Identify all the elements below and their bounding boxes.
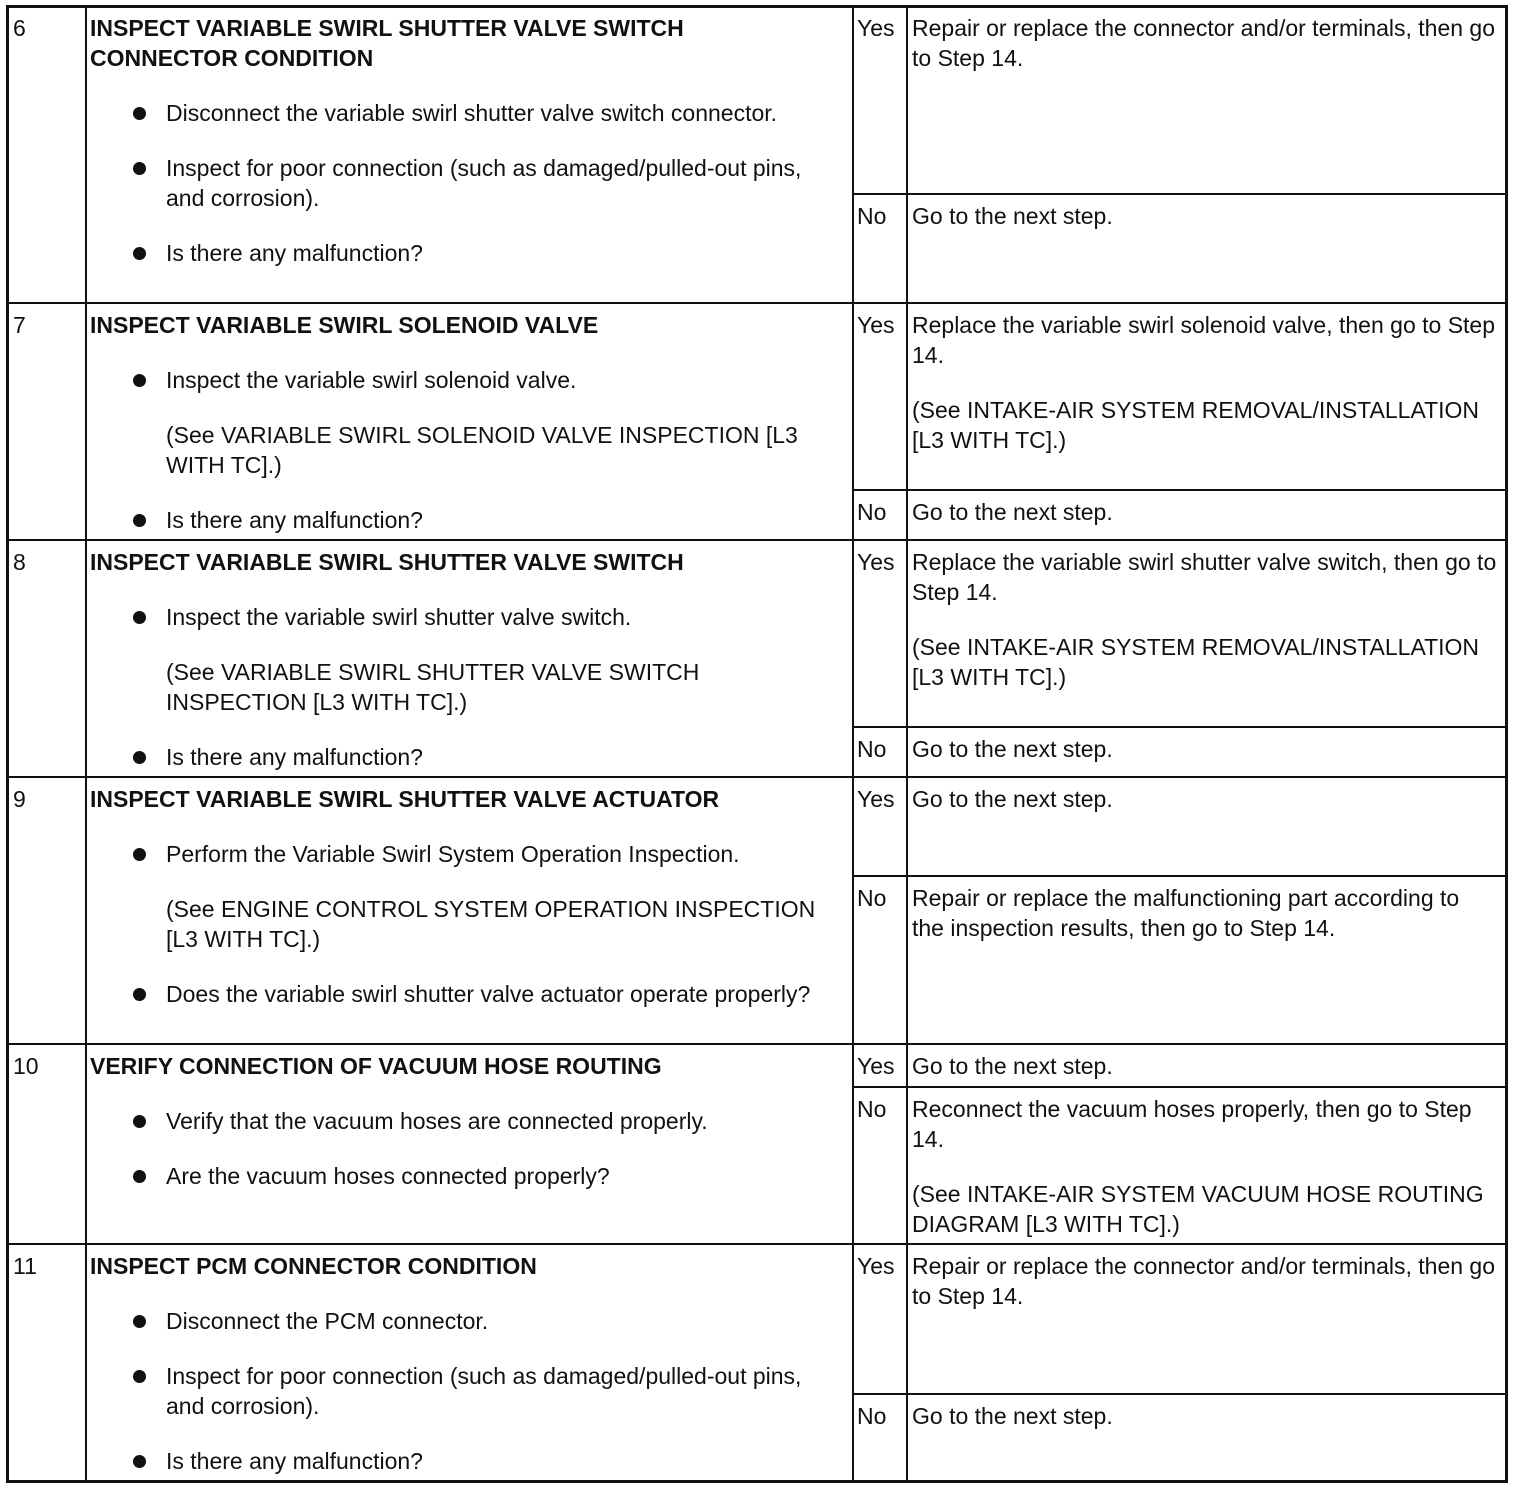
no-result: [912, 201, 1497, 231]
step-action: [90, 784, 835, 1009]
no-result: [912, 1401, 1497, 1431]
result-text: Go to the next step.: [912, 203, 1113, 229]
yes-result: [912, 1251, 1497, 1311]
bullet-item: [90, 153, 835, 213]
bullet-text: Inspect for poor connection (such as damaged/pulled-out pins, and corrosion).: [166, 1363, 802, 1419]
no-result: [912, 734, 1497, 764]
bullet-item: [90, 1361, 835, 1421]
result-text: Go to the next step.: [912, 736, 1113, 762]
step-action: [90, 1051, 835, 1191]
reference-note: (See INTAKE-AIR SYSTEM VACUUM HOSE ROUTING DIAGRAM [L3 WITH TC].): [912, 1181, 1484, 1237]
step-number: 7: [13, 312, 26, 338]
result-text: Go to the next step.: [912, 1053, 1113, 1079]
no-result: [912, 497, 1497, 527]
bullet-item: [90, 979, 835, 1009]
reference-note: (See INTAKE-AIR SYSTEM REMOVAL/INSTALLATION [L3 WITH TC].): [912, 634, 1480, 690]
bullet-text: Does the variable swirl shutter valve actuator operate properly?: [166, 981, 811, 1007]
reference-note: (See INTAKE-AIR SYSTEM REMOVAL/INSTALLATION [L3 WITH TC].): [912, 397, 1480, 453]
bullet-icon: [133, 611, 146, 624]
step-action: [90, 13, 835, 268]
bullet-text: Inspect the variable swirl solenoid valve.: [166, 367, 577, 393]
bullet-text: Is there any malfunction?: [166, 240, 423, 266]
step-title: INSPECT VARIABLE SWIRL SHUTTER VALVE ACTUATOR: [90, 786, 720, 812]
bullet-icon: [133, 374, 146, 387]
bullet-text: Inspect for poor connection (such as damaged/pulled-out pins, and corrosion).: [166, 155, 802, 211]
bullet-item: [90, 1446, 835, 1476]
bullet-item: [90, 1161, 835, 1191]
result-text: Repair or replace the connector and/or terminals, then go to Step 14.: [912, 15, 1495, 71]
bullet-text: Verify that the vacuum hoses are connected properly.: [166, 1108, 708, 1134]
result-text: Go to the next step.: [912, 499, 1113, 525]
bullet-icon: [133, 848, 146, 861]
step-action: [90, 310, 835, 535]
result-text: Replace the variable swirl solenoid valve, then go to Step 14.: [912, 312, 1496, 368]
yes-label: Yes: [857, 1253, 895, 1279]
result-text: Reconnect the vacuum hoses properly, then go to Step 14.: [912, 1096, 1472, 1152]
bullet-text: Disconnect the PCM connector.: [166, 1308, 489, 1334]
reference-note: (See ENGINE CONTROL SYSTEM OPERATION INSPECTION [L3 WITH TC].): [166, 896, 816, 952]
bullet-item: [90, 505, 835, 535]
no-label: No: [857, 1096, 887, 1122]
bullet-item: [90, 839, 835, 869]
yes-result: [912, 13, 1497, 73]
yes-label: Yes: [857, 15, 895, 41]
bullet-item: [90, 238, 835, 268]
bullet-item: [90, 98, 835, 128]
bullet-text: Disconnect the variable swirl shutter valve switch connector.: [166, 100, 778, 126]
bullet-text: Are the vacuum hoses connected properly?: [166, 1163, 610, 1189]
yes-result: [912, 784, 1497, 814]
no-label: No: [857, 885, 887, 911]
step-number: 6: [13, 15, 26, 41]
no-label: No: [857, 203, 887, 229]
bullet-icon: [133, 162, 146, 175]
no-result: [912, 883, 1497, 943]
bullet-text: Inspect the variable swirl shutter valve switch.: [166, 604, 632, 630]
result-text: Go to the next step.: [912, 1403, 1113, 1429]
bullet-icon: [133, 988, 146, 1001]
result-text: Repair or replace the connector and/or terminals, then go to Step 14.: [912, 1253, 1495, 1309]
bullet-text: Is there any malfunction?: [166, 1448, 423, 1474]
no-label: No: [857, 499, 887, 525]
reference-note: (See VARIABLE SWIRL SHUTTER VALVE SWITCH INSPECTION [L3 WITH TC].): [166, 659, 700, 715]
bullet-icon: [133, 1315, 146, 1328]
result-text: Go to the next step.: [912, 786, 1113, 812]
step-title: INSPECT VARIABLE SWIRL SOLENOID VALVE: [90, 312, 599, 338]
bullet-icon: [133, 1455, 146, 1468]
bullet-text: Is there any malfunction?: [166, 744, 423, 770]
bullet-icon: [133, 1170, 146, 1183]
troubleshooting-table: [6, 5, 1508, 1483]
step-action: [90, 1251, 835, 1476]
bullet-icon: [133, 107, 146, 120]
yes-label: Yes: [857, 786, 895, 812]
no-result: [912, 1094, 1497, 1239]
bullet-icon: [133, 247, 146, 260]
step-title: INSPECT PCM CONNECTOR CONDITION: [90, 1253, 537, 1279]
yes-label: Yes: [857, 1053, 895, 1079]
no-label: No: [857, 736, 887, 762]
yes-label: Yes: [857, 312, 895, 338]
no-label: No: [857, 1403, 887, 1429]
bullet-icon: [133, 1115, 146, 1128]
step-title: INSPECT VARIABLE SWIRL SHUTTER VALVE SWITCH: [90, 549, 684, 575]
bullet-text: Is there any malfunction?: [166, 507, 423, 533]
bullet-item: [90, 365, 835, 395]
bullet-icon: [133, 514, 146, 527]
result-text: Repair or replace the malfunctioning part according to the inspection results, then go to Step 14.: [912, 885, 1460, 941]
step-title: VERIFY CONNECTION OF VACUUM HOSE ROUTING: [90, 1053, 662, 1079]
yes-result: [912, 547, 1497, 692]
bullet-icon: [133, 751, 146, 764]
reference-note: (See VARIABLE SWIRL SOLENOID VALVE INSPECTION [L3 WITH TC].): [166, 422, 798, 478]
result-text: Replace the variable swirl shutter valve switch, then go to Step 14.: [912, 549, 1497, 605]
bullet-text: Perform the Variable Swirl System Operation Inspection.: [166, 841, 740, 867]
step-number: 9: [13, 786, 26, 812]
yes-result: [912, 310, 1497, 455]
bullet-item: [90, 1306, 835, 1336]
bullet-item: [90, 742, 835, 772]
bullet-icon: [133, 1370, 146, 1383]
bullet-item: [90, 1106, 835, 1136]
step-title: INSPECT VARIABLE SWIRL SHUTTER VALVE SWITCH CONNECTOR CONDITION: [90, 15, 684, 71]
step-number: 8: [13, 549, 26, 575]
yes-result: [912, 1051, 1497, 1081]
bullet-item: [90, 602, 835, 632]
step-action: [90, 547, 835, 772]
step-number: 11: [13, 1253, 37, 1279]
step-number: 10: [13, 1053, 39, 1079]
yes-label: Yes: [857, 549, 895, 575]
